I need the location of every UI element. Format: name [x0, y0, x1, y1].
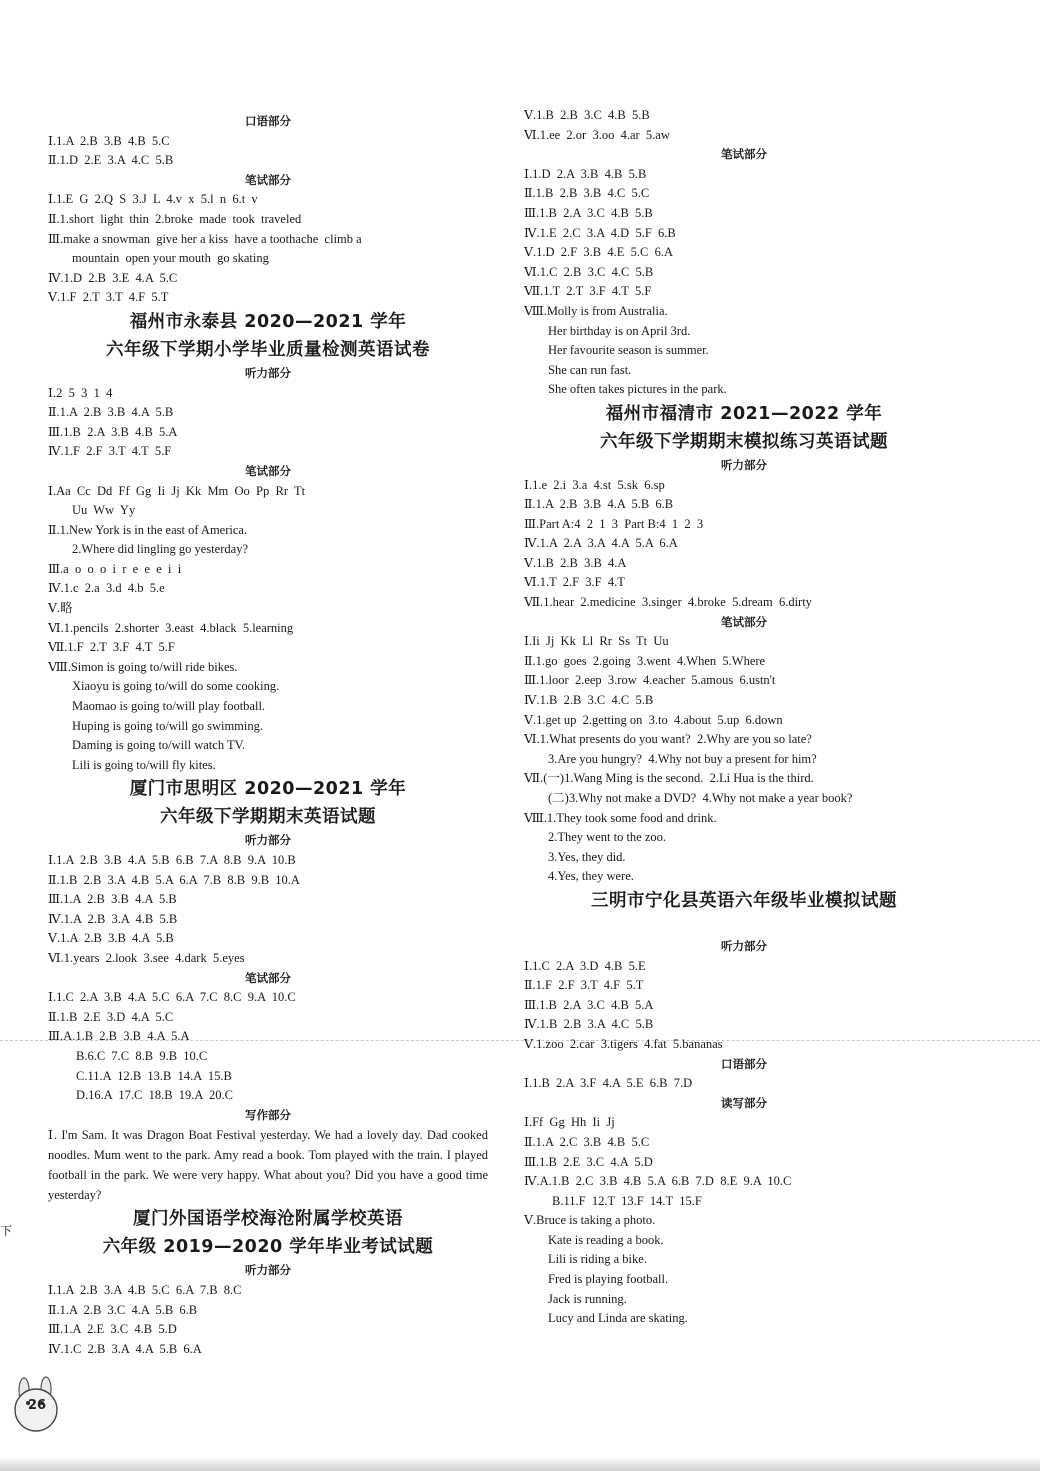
answer-line: Ⅲ.A.1.B 2.B 3.B 4.A 5.A — [48, 1029, 190, 1044]
left-answer-column — [48, 112, 488, 1359]
section-title: 三明市宁化县英语六年级毕业模拟试题 — [591, 890, 897, 911]
answer-line: Ⅵ.1.ee 2.or 3.oo 4.ar 5.aw — [524, 127, 670, 142]
section-title: 六年级下学期期末模拟练习英语试题 — [600, 431, 888, 452]
answer-line: Ⅱ.1.B 2.B 3.B 4.C 5.C — [524, 186, 650, 201]
part-heading: 口语部分 — [245, 114, 291, 128]
answer-line: Ⅴ.1.zoo 2.car 3.tigers 4.fat 5.bananas — [524, 1036, 723, 1051]
answer-line: 4.Yes, they were. — [548, 869, 634, 884]
answer-line: Ⅰ.1.A 2.B 3.A 4.B 5.C 6.A 7.B 8.C — [48, 1282, 242, 1297]
answer-line: Ⅳ.1.E 2.C 3.A 4.D 5.F 6.B — [524, 225, 676, 240]
answer-line: Maomao is going to/will play football. — [72, 699, 266, 714]
answer-line: Ⅲ.Part A:4 2 1 3 Part B:4 1 2 3 — [524, 516, 704, 531]
part-heading: 笔试部分 — [245, 172, 291, 187]
answer-line: Ⅶ.1.F 2.T 3.F 4.T 5.F — [48, 640, 175, 655]
answer-line: Ⅴ.1.F 2.T 3.T 4.F 5.T — [48, 290, 169, 305]
answer-line: Ⅷ.Molly is from Australia. — [524, 303, 668, 318]
answer-line: Ⅰ.1.B 2.A 3.F 4.A 5.E 6.B 7.D — [524, 1076, 693, 1091]
part-heading: 听力部分 — [721, 457, 767, 472]
answer-line: Ⅴ.1.B 2.B 3.C 4.B 5.B — [524, 108, 650, 122]
answer-line: 2.Where did lingling go yesterday? — [72, 542, 248, 557]
answer-line: Ⅱ.1.A 2.B 3.B 4.A 5.B — [48, 405, 174, 420]
spacer — [524, 915, 964, 937]
answer-line: Ⅵ.1.T 2.F 3.F 4.T — [524, 575, 625, 590]
answer-line: Ⅰ.1.C 2.A 3.B 4.A 5.C 6.A 7.C 8.C 9.A 10.C — [48, 990, 296, 1005]
section-title: 福州市永泰县 2020—2021 学年 — [129, 311, 407, 332]
answer-line: Ⅳ.1.c 2.a 3.d 4.b 5.e — [48, 581, 165, 596]
answer-line: Ⅱ.1.F 2.F 3.T 4.F 5.T — [524, 978, 644, 993]
part-heading: 笔试部分 — [721, 614, 767, 629]
answer-line: Ⅲ.1.A 2.B 3.B 4.A 5.B — [48, 892, 177, 907]
answer-line: Ⅵ.1.C 2.B 3.C 4.C 5.B — [524, 264, 654, 279]
answer-line: Ⅷ.1.They took some food and drink. — [524, 810, 717, 825]
part-heading: 听力部分 — [245, 833, 291, 848]
margin-character: 下 — [0, 1224, 13, 1238]
scan-bottom-edge — [0, 1457, 1040, 1471]
answer-line: Ⅱ.1.short light thin 2.broke made took traveled — [48, 211, 302, 226]
section-title: 六年级下学期期末英语试题 — [160, 807, 376, 828]
answer-line: Ⅳ.1.C 2.B 3.A 4.A 5.B 6.A — [48, 1341, 202, 1356]
part-heading: 听力部分 — [245, 365, 291, 380]
answer-line: Ⅰ.Ii Jj Kk Ll Rr Ss Tt Uu — [524, 634, 669, 649]
answer-line: Ⅰ.1.A 2.B 3.B 4.B 5.C — [48, 133, 170, 148]
answer-line: Ⅵ.1.What presents do you want? 2.Why are you so late? — [524, 732, 812, 747]
answer-line: B.11.F 12.T 13.F 14.T 15.F — [552, 1193, 702, 1208]
answer-line: Ⅴ.1.get up 2.getting on 3.to 4.about 5.up 6.down — [524, 712, 783, 727]
answer-line: D.16.A 17.C 18.B 19.A 20.C — [76, 1088, 233, 1103]
answer-line: Ⅱ.1.go goes 2.going 3.went 4.When 5.Where — [524, 653, 766, 668]
answer-line: Ⅱ.1.A 2.C 3.B 4.B 5.C — [524, 1134, 650, 1149]
page-number-badge — [6, 1376, 68, 1434]
part-heading: 听力部分 — [245, 1263, 291, 1278]
page-number: 26 — [28, 1398, 47, 1413]
answer-line: Her favourite season is summer. — [548, 343, 709, 358]
answer-line: Ⅰ.1.C 2.A 3.D 4.B 5.E — [524, 958, 646, 973]
answer-line: Ⅳ.1.A 2.B 3.A 4.B 5.B — [48, 911, 178, 926]
answer-line: Ⅲ.1.B 2.A 3.C 4.B 5.A — [524, 997, 654, 1012]
answer-line: Ⅳ.1.B 2.B 3.C 4.C 5.B — [524, 693, 654, 708]
answer-line: Ⅱ.1.A 2.B 3.C 4.A 5.B 6.B — [48, 1302, 198, 1317]
answer-line: (二)3.Why not make a DVD? 4.Why not make a year book? — [548, 791, 853, 805]
answer-line: Ⅰ.Ff Gg Hh Ii Jj — [524, 1115, 615, 1130]
part-heading: 写作部分 — [245, 1107, 291, 1122]
answer-line: Ⅵ.1.years 2.look 3.see 4.dark 5.eyes — [48, 950, 245, 965]
part-heading: 笔试部分 — [721, 147, 767, 162]
answer-line: Lili is going to/will fly kites. — [72, 757, 216, 772]
answer-line: Ⅳ.A.1.B 2.C 3.B 4.B 5.A 6.B 7.D 8.E 9.A 10.C — [524, 1174, 792, 1189]
answer-line: Ⅴ.1.A 2.B 3.B 4.A 5.B — [48, 931, 174, 946]
answer-line: Fred is playing football. — [548, 1272, 669, 1287]
part-heading: 口语部分 — [721, 1056, 767, 1071]
part-heading: 笔试部分 — [245, 970, 291, 985]
answer-line: Ⅱ.1.B 2.E 3.D 4.A 5.C — [48, 1009, 174, 1024]
answer-line: C.11.A 12.B 13.B 14.A 15.B — [76, 1068, 232, 1083]
answer-line: Ⅳ.1.F 2.F 3.T 4.T 5.F — [48, 444, 172, 459]
answer-line: Ⅳ.1.A 2.A 3.A 4.A 5.A 6.A — [524, 536, 678, 551]
answer-line: Ⅶ.1.T 2.T 3.F 4.T 5.F — [524, 284, 652, 299]
answer-line: Ⅲ.a o o o i r e e e i i — [48, 561, 182, 576]
answer-line: Jack is running. — [548, 1291, 627, 1306]
answer-line: Ⅷ.Simon is going to/will ride bikes. — [48, 659, 238, 674]
answer-line: Ⅲ.1.loor 2.eep 3.row 4.eacher 5.amous 6.ustn't — [524, 673, 776, 688]
answer-line: Ⅰ.1.A 2.B 3.B 4.A 5.B 6.B 7.A 8.B 9.A 10.B — [48, 853, 296, 867]
answer-line: 3.Are you hungry? 4.Why not buy a present for him? — [548, 751, 817, 766]
section-title: 厦门市思明区 2020—2021 学年 — [129, 779, 407, 800]
answer-line: Ⅰ.Aa Cc Dd Ff Gg Ii Jj Kk Mm Oo Pp Rr Tt — [48, 483, 306, 498]
answer-line: Ⅲ.1.B 2.A 3.C 4.B 5.B — [524, 205, 653, 220]
answer-line: Ⅴ.1.B 2.B 3.B 4.A — [524, 555, 627, 570]
answer-line: Ⅴ.1.D 2.F 3.B 4.E 5.C 6.A — [524, 245, 673, 260]
answer-line: Ⅱ.1.A 2.B 3.B 4.A 5.B 6.B — [524, 497, 674, 512]
answer-line: Ⅱ.1.B 2.B 3.A 4.B 5.A 6.A 7.B 8.B 9.B 10.A — [48, 872, 300, 887]
answer-line: Ⅲ.1.A 2.E 3.C 4.B 5.D — [48, 1322, 177, 1337]
answer-line: Ⅶ.1.hear 2.medicine 3.singer 4.broke 5.dream 6.dirty — [524, 595, 812, 610]
answer-line: Ⅴ.略 — [48, 601, 73, 616]
answer-line: Ⅵ.1.pencils 2.shorter 3.east 4.black 5.learning — [48, 620, 294, 635]
answer-line: Daming is going to/will watch TV. — [72, 738, 246, 753]
answer-line: Ⅰ.2 5 3 1 4 — [48, 385, 113, 400]
section-title: 六年级下学期小学毕业质量检测英语试卷 — [106, 339, 430, 360]
answer-line: Xiaoyu is going to/will do some cooking. — [72, 679, 280, 694]
answer-line: Ⅴ.Bruce is taking a photo. — [524, 1213, 656, 1228]
answer-line: She can run fast. — [548, 362, 632, 377]
answer-line: 3.Yes, they did. — [548, 849, 626, 864]
answer-line: Lucy and Linda are skating. — [548, 1311, 688, 1326]
part-heading: 读写部分 — [721, 1095, 767, 1110]
answer-line: Ⅳ.1.D 2.B 3.E 4.A 5.C — [48, 270, 178, 285]
answer-line: mountain open your mouth go skating — [72, 251, 269, 266]
answer-line: Ⅰ.1.D 2.A 3.B 4.B 5.B — [524, 166, 647, 181]
answer-line: Ⅱ.1.New York is in the east of America. — [48, 522, 248, 537]
section-title: 厦门外国语学校海沧附属学校英语 — [133, 1209, 403, 1230]
answer-line: Ⅲ.1.B 2.A 3.B 4.B 5.A — [48, 424, 178, 439]
answer-line: Her birthday is on April 3rd. — [548, 323, 691, 338]
answer-line: Ⅰ.1.e 2.i 3.a 4.st 5.sk 6.sp — [524, 477, 665, 492]
section-title: 六年级 2019—2020 学年毕业考试试题 — [102, 1237, 434, 1258]
answer-line: Ⅳ.1.B 2.B 3.A 4.C 5.B — [524, 1017, 654, 1032]
answer-line: Huping is going to/will go swimming. — [72, 718, 263, 733]
answer-line: Ⅱ.1.D 2.E 3.A 4.C 5.B — [48, 153, 174, 168]
answer-line: Lili is riding a bike. — [548, 1252, 647, 1267]
answer-paragraph: Ⅰ. I'm Sam. It was Dragon Boat Festival yesterday. We had a lovely day. Dad cooked noodles. Mum went to the park. Amy read a book. Tom played with the train. I played football in the park. We were very happy. What about you? Did you have a good time yesterday? — [48, 1128, 488, 1203]
answer-line: Ⅲ.1.B 2.E 3.C 4.A 5.D — [524, 1154, 653, 1169]
answer-line: She often takes pictures in the park. — [548, 382, 727, 397]
answer-line: Ⅲ.make a snowman give her a kiss have a toothache climb a — [48, 231, 362, 246]
answer-line: B.6.C 7.C 8.B 9.B 10.C — [76, 1048, 208, 1063]
part-heading: 听力部分 — [721, 938, 767, 953]
section-title: 福州市福清市 2021—2022 学年 — [605, 403, 883, 424]
right-answer-column — [524, 106, 964, 1329]
answer-line: Ⅰ.1.E G 2.Q S 3.J L 4.v x 5.l n 6.t v — [48, 192, 258, 207]
answer-line: 2.They went to the zoo. — [548, 830, 667, 845]
answer-line: Kate is reading a book. — [548, 1232, 664, 1247]
answer-line: Ⅶ.(一)1.Wang Ming is the second. 2.Li Hua is the third. — [524, 771, 814, 786]
answer-line: Uu Ww Yy — [72, 503, 136, 518]
part-heading: 笔试部分 — [245, 463, 291, 478]
